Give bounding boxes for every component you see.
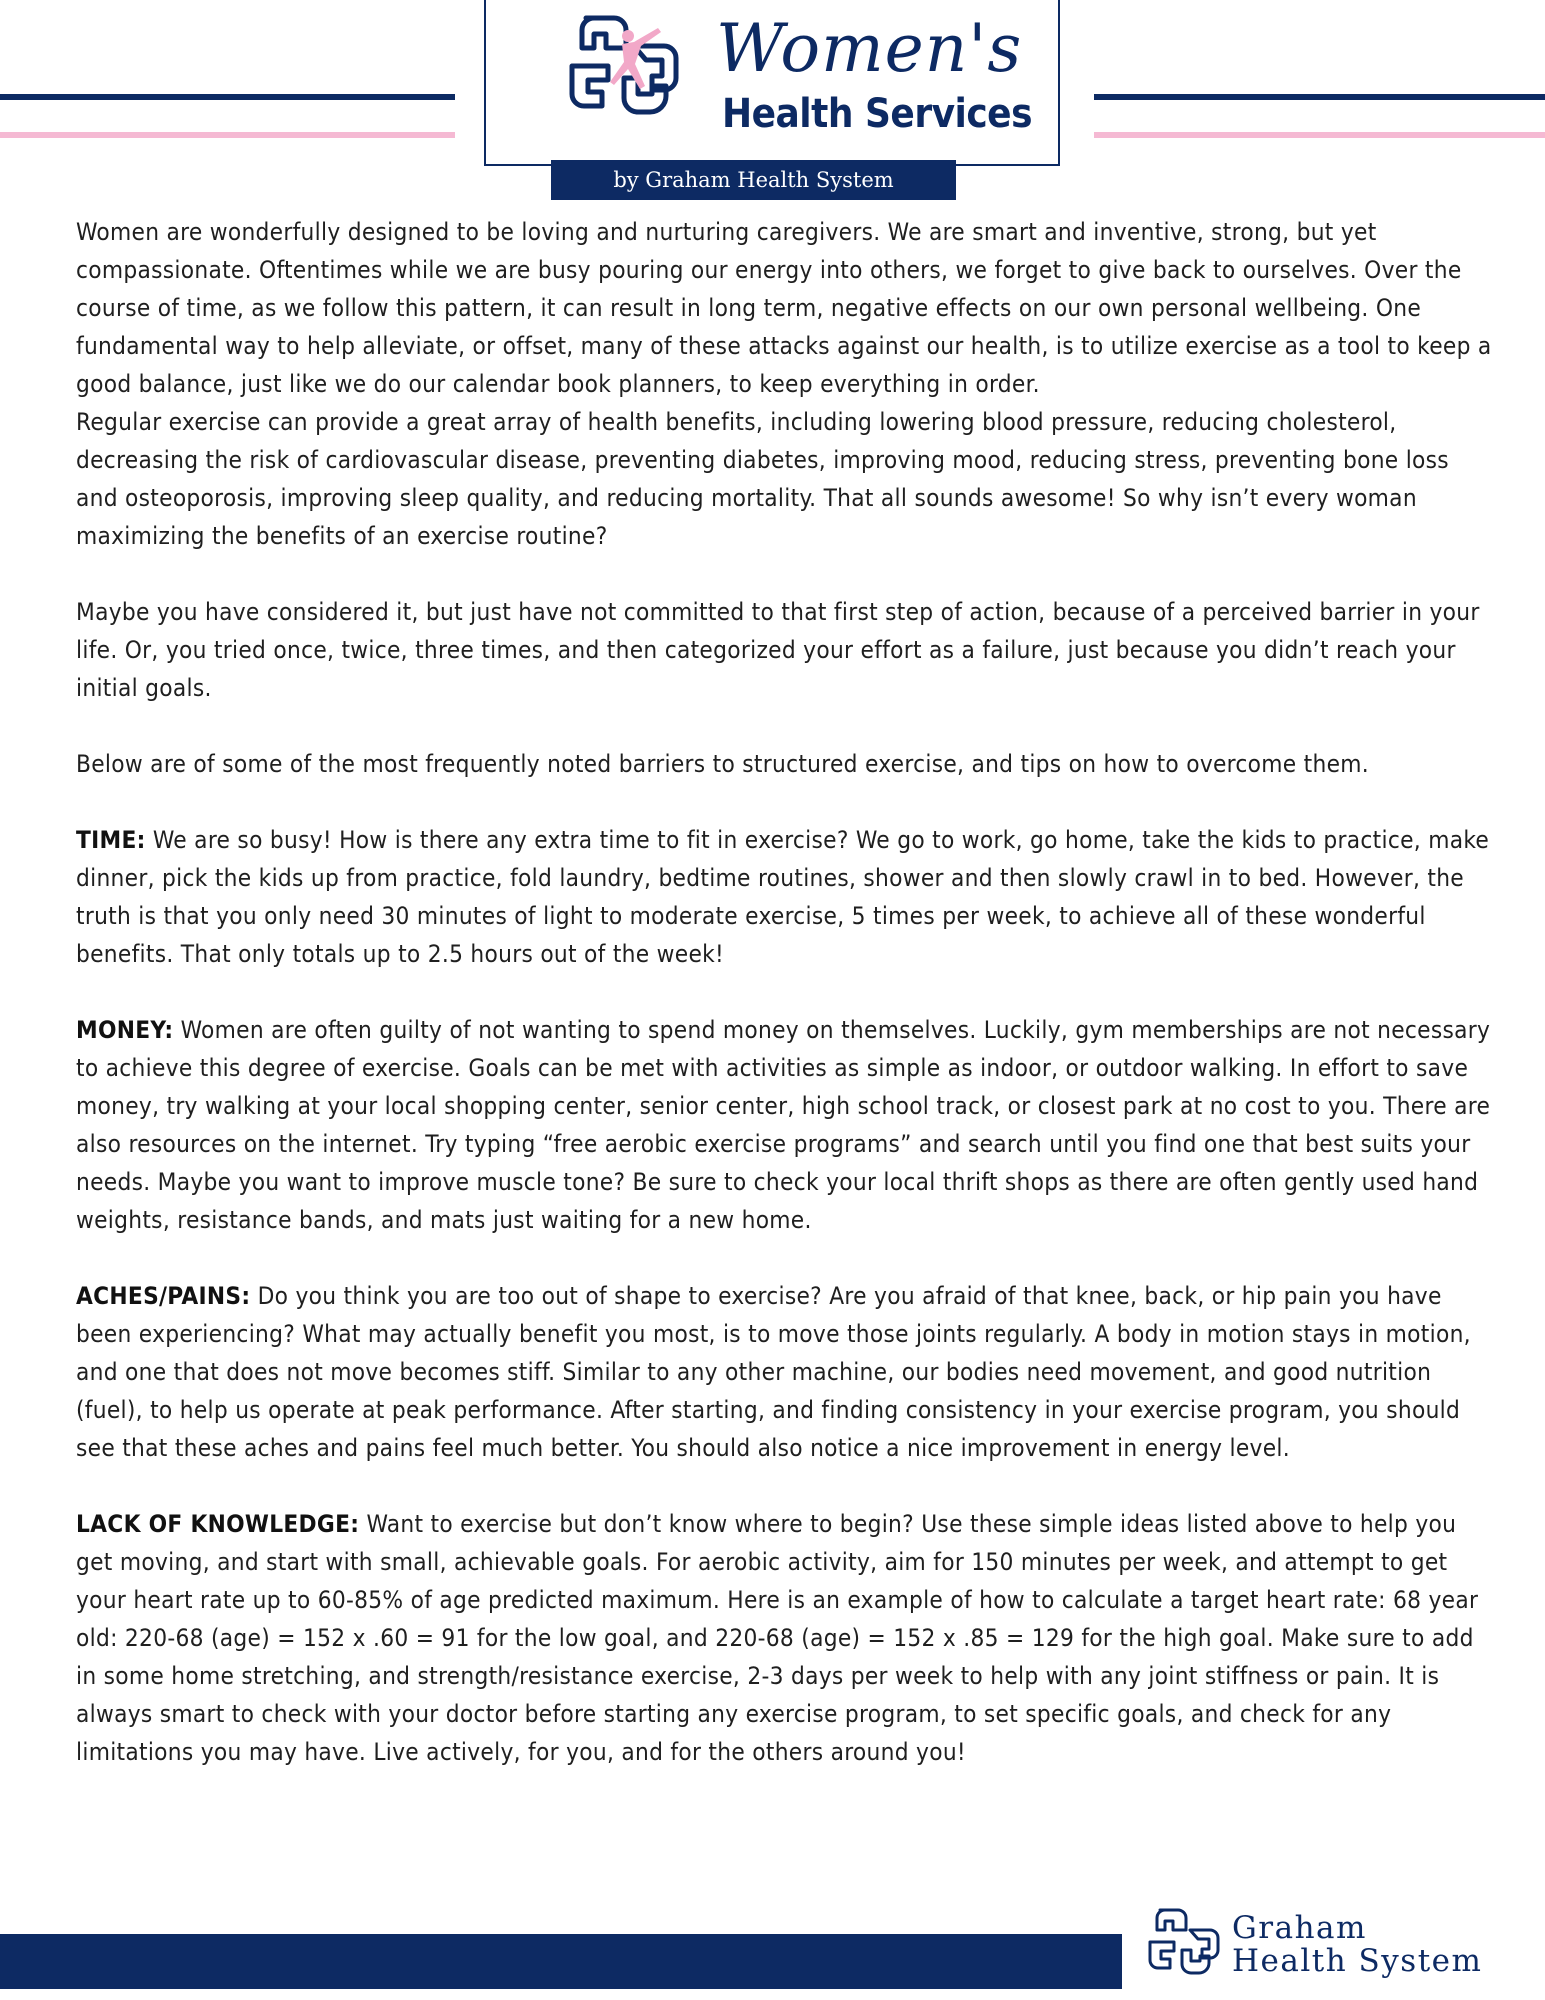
header-rule-pink-left — [0, 132, 455, 138]
aches-section — [76, 1277, 1496, 1467]
graham-heart-icon — [1146, 1904, 1226, 1982]
time-heading: TIME: — [76, 826, 146, 854]
footer-line-2: Health System — [1232, 1943, 1483, 1979]
knowledge-text: Want to exercise but don’t know where to begin? Use these simple ideas listed above to help you get moving, and start with small, achievable goals. For aerobic activity, aim for 150 minutes per week, and attempt to get your heart rate up to 60-85% of age predicted maximum. Here is an example of how to calculate a target heart rate: 68 year old: 220-68 (age) = 152 x .60 = 91 for the low goal, and 220-68 (age) = 152 x .85 = 129 for the high goal. Make sure to add in some home stretching, and strength/resistance exercise, 2-3 days per week to help with any joint stiffness or pain. It is always smart to check with your doctor before starting any exercise program, to set specific goals, and check for any limitations you may have. Live actively, for you, and for the others around you! — [76, 1510, 1479, 1766]
money-section — [76, 1011, 1496, 1239]
barrier-intro-paragraph: Maybe you have considered it, but just have not committed to that first step of action, because of a perceived barrier in your life. Or, you tried once, twice, three times, and then categorized your effort as a failure, just because you didn’t reach your initial goals. — [76, 598, 1480, 702]
footer-bar — [0, 1934, 1122, 1989]
knowledge-heading: LACK OF KNOWLEDGE: — [76, 1510, 360, 1538]
time-text: We are so busy! How is there any extra time to fit in exercise? We go to work, go home, take the kids to practice, make dinner, pick the kids up from practice, fold laundry, bedtime routines, shower and then slowly crawl in to bed. However, the truth is that you only need 30 minutes of light to moderate exercise, 5 times per week, to achieve all of these wonderful benefits. That only totals up to 2.5 hours out of the week! — [76, 826, 1490, 968]
money-text: Women are often guilty of not wanting to spend money on themselves. Luckily, gym memberships are not necessary to achieve this degree of exercise. Goals can be met with activities as simple as indoor, or outdoor walking. In effort to save money, try walking at your local shopping center, senior center, high school track, or closest park at no cost to you. There are also resources on the internet. Try typing “free aerobic exercise programs” and search until you find one that best suits your needs. Maybe you want to improve muscle tone? Be sure to check your local thrift shops as there are often gently used hand weights, resistance bands, and mats just waiting for a new home. — [76, 1016, 1491, 1234]
header-rule-navy-left — [0, 94, 455, 100]
money-heading: MONEY: — [76, 1016, 174, 1044]
barriers-lead-paragraph: Below are of some of the most frequently noted barriers to structured exercise, and tips on how to overcome them. — [76, 750, 1369, 778]
byline-banner — [551, 160, 956, 200]
logo-script-title: Women's — [716, 10, 1023, 87]
time-section — [76, 821, 1496, 973]
benefits-paragraph: Regular exercise can provide a great array of health benefits, including lowering blood pressure, reducing cholesterol, decreasing the risk of cardiovascular disease, preventing diabetes, improving mood, reducing stress, preventing bone loss and osteoporosis, improving sleep quality, and reducing mortality. That all sounds awesome! So why isn’t every woman maximizing the benefits of an exercise routine? — [76, 408, 1449, 550]
header-rule-navy-right — [1094, 94, 1545, 100]
aches-text: Do you think you are too out of shape to exercise? Are you afraid of that knee, back, or hip pain you have been experiencing? What may actually benefit you most, is to move those joints regularly. A body in motion stays in motion, and one that does not move becomes stiff. Similar to any other machine, our bodies need movement, and good nutrition (fuel), to help us operate at peak performance. After starting, and finding consistency in your exercise program, you should see that these aches and pains feel much better. You should also notice a nice improvement in energy level. — [76, 1282, 1471, 1462]
header-rule-pink-right — [1094, 132, 1545, 138]
footer-brand-name — [1232, 1912, 1482, 1978]
knowledge-section — [76, 1505, 1496, 1771]
header-logo — [484, 0, 1060, 166]
byline-text: by Graham Health System — [613, 168, 894, 192]
article-body — [76, 213, 1496, 1771]
aches-heading: ACHES/PAINS: — [76, 1282, 251, 1310]
logo-subtitle: Health Services — [722, 91, 1033, 137]
heart-figure-icon — [566, 6, 696, 121]
intro-paragraph: Women are wonderfully designed to be loving and nurturing caregivers. We are smart and inventive, strong, but yet compassionate. Oftentimes while we are busy pouring our energy into others, we forget to give back to ourselves. Over the course of time, as we follow this pattern, it can result in long term, negative effects on our own personal wellbeing. One fundamental way to help alleviate, or offset, many of these attacks against our health, is to utilize exercise as a tool to keep a good balance, just like we do our calendar book planners, to keep everything in order. — [76, 218, 1492, 398]
footer-line-1: Graham — [1232, 1910, 1367, 1946]
